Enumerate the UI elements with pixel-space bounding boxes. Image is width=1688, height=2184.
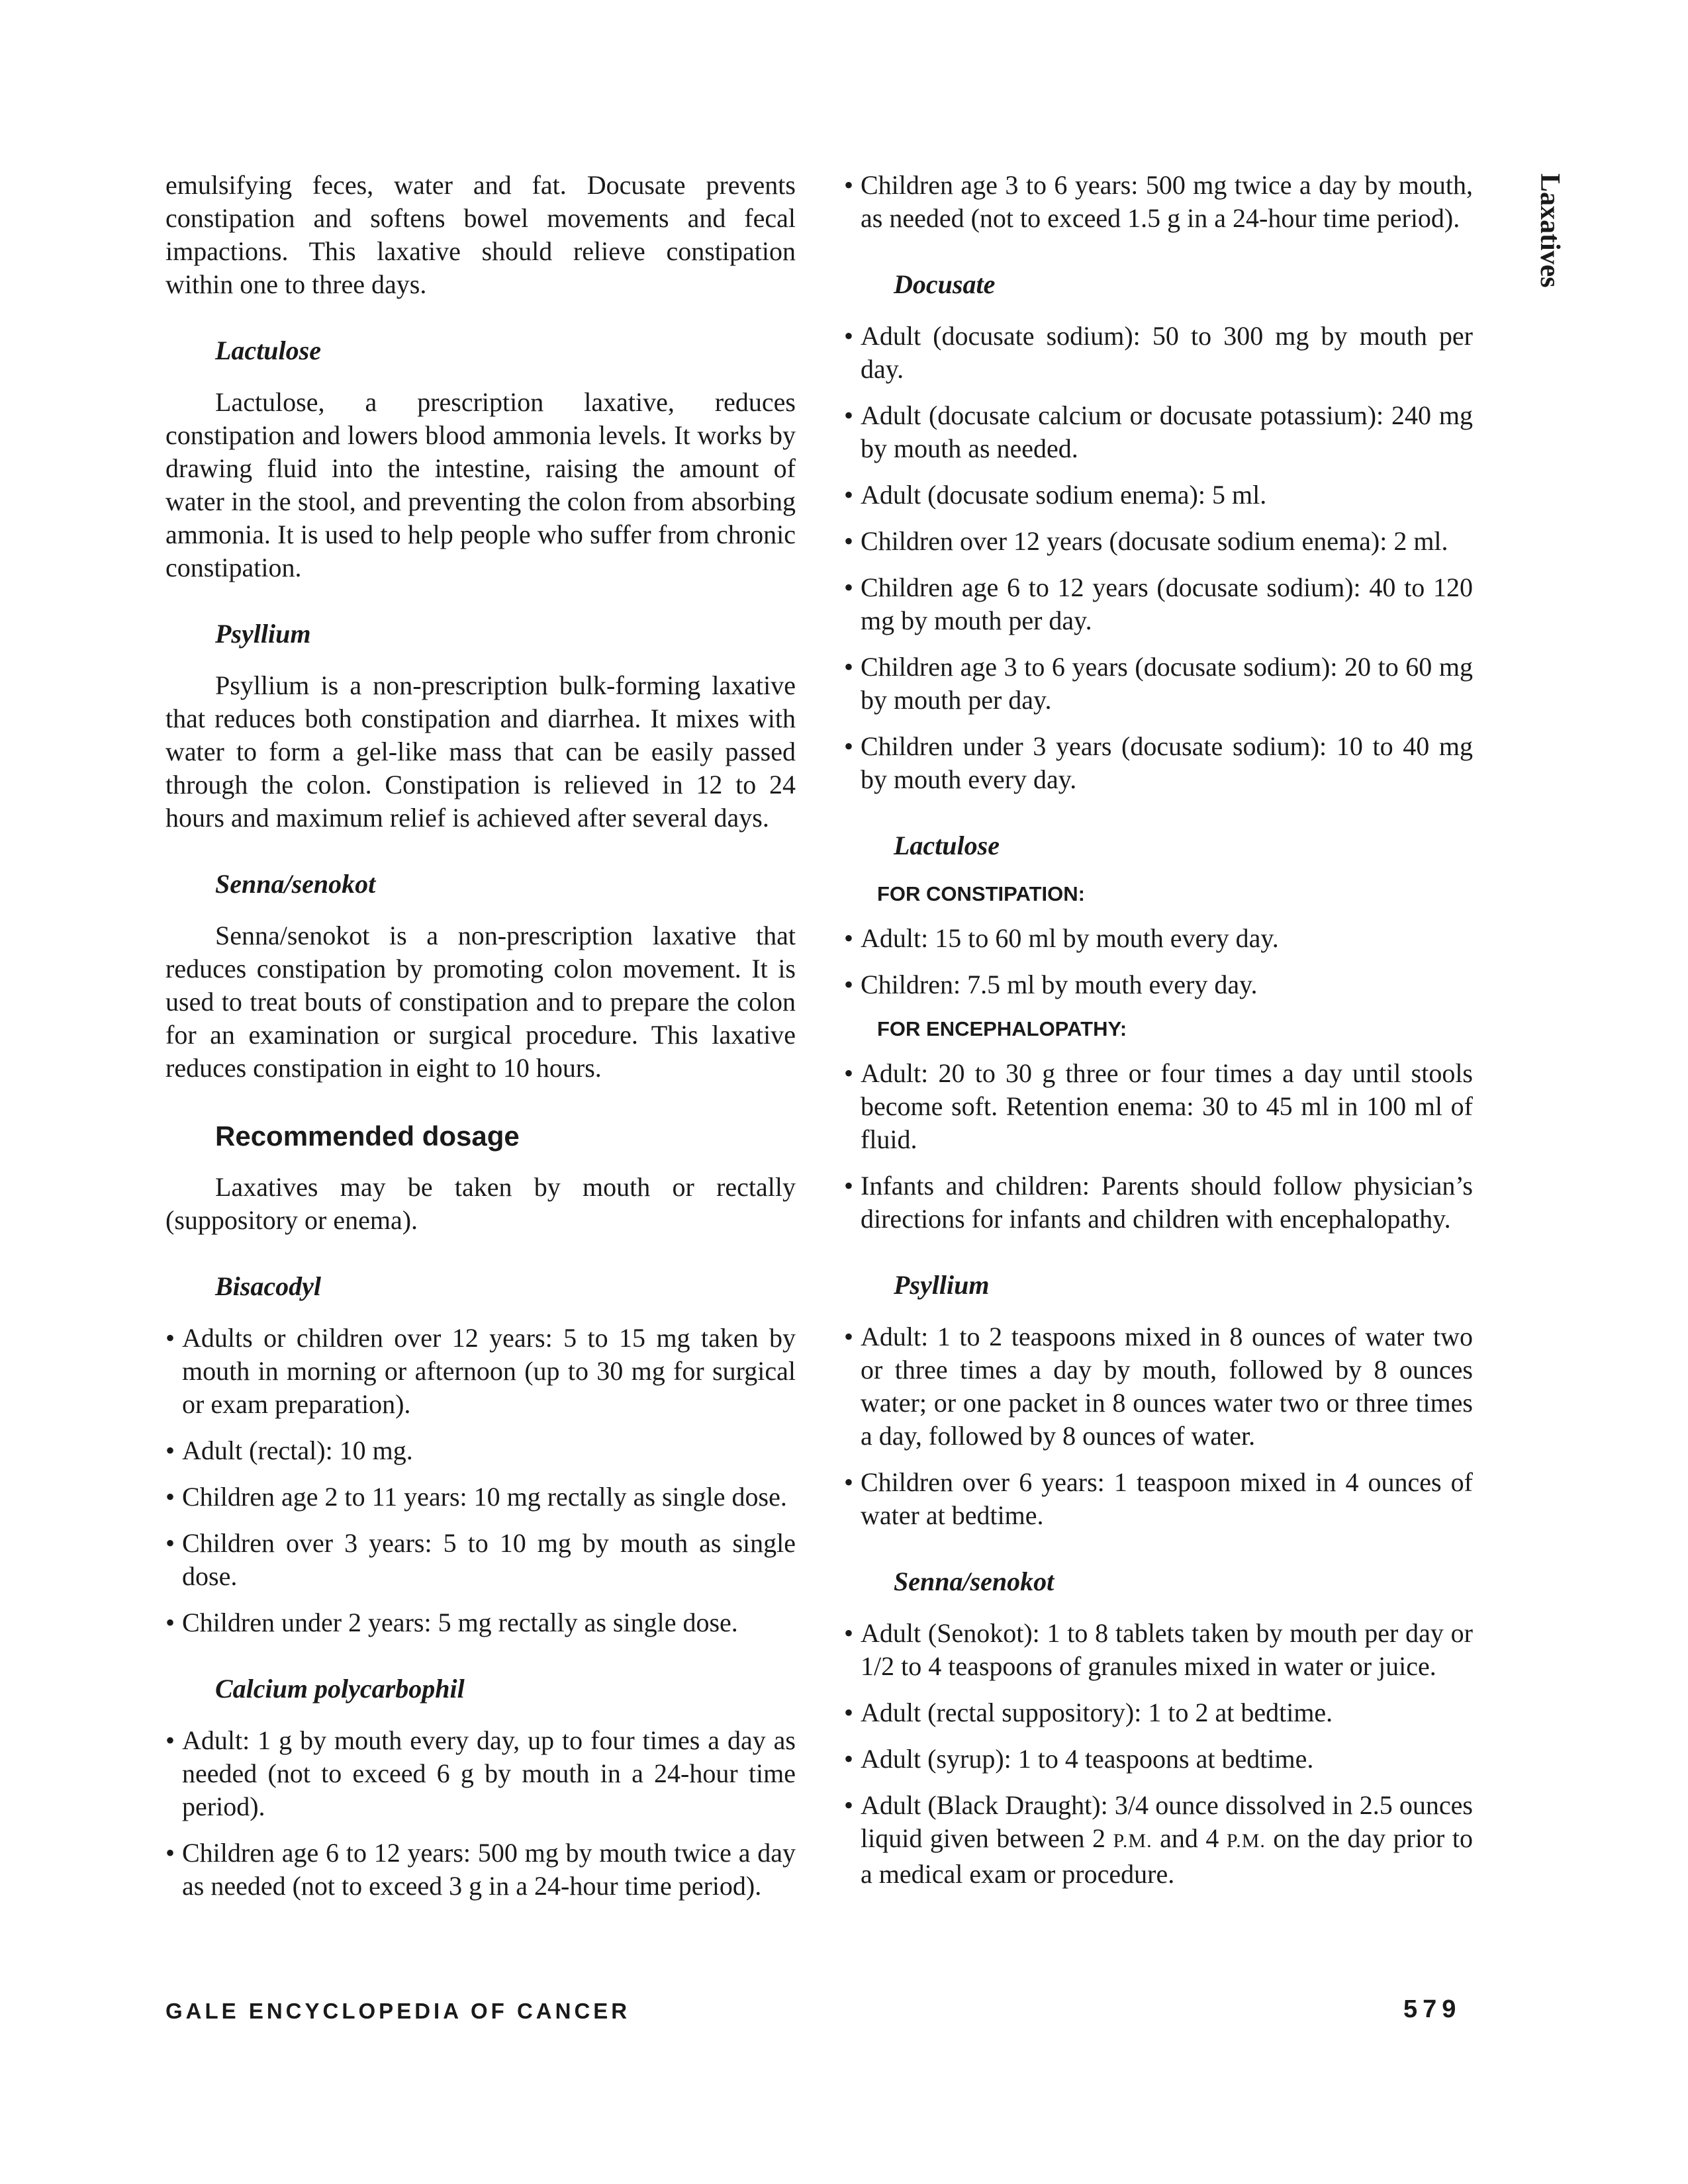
list-item: • Infants and children: Parents should follow physician’s directions for infants and children with encephalopathy. [844, 1169, 1473, 1236]
lactulose-heading: Lactulose [215, 336, 321, 365]
calcium-polycarbophil-list-continued [844, 169, 1473, 235]
lactulose-dosage-heading: Lactulose [894, 831, 1000, 860]
lactulose-constipation-list [844, 922, 1473, 1001]
right-column [844, 169, 1473, 1924]
list-item: • Children under 3 years (docusate sodium): 10 to 40 mg by mouth every day. [844, 730, 1473, 796]
black-draught-text-3: on the day prior to a medical exam or procedure. [861, 1823, 1473, 1889]
senna-paragraph: Senna/senokot is a non-prescription laxative that reduces constipation by promoting colon movement. It is used to treat bouts of constipation and to prepare the colon for an examination or surgical procedure. This laxative reduces constipation in eight to 10 hours. [165, 921, 796, 1083]
list-item: • Children age 3 to 6 years: 500 mg twice a day by mouth, as needed (not to exceed 1.5 g in a 24-hour time period). [844, 169, 1473, 235]
list-item: • Adult: 15 to 60 ml by mouth every day. [844, 922, 1473, 955]
list-item: • Children over 12 years (docusate sodium enema): 2 ml. [844, 525, 1473, 558]
page-number: 579 [1403, 1995, 1462, 2023]
psyllium-list [844, 1320, 1473, 1532]
bisacodyl-heading: Bisacodyl [215, 1271, 321, 1301]
list-item [844, 1789, 1473, 1891]
time-pm-1: P.M. [1113, 1830, 1152, 1852]
list-item: • Children age 3 to 6 years (docusate sodium): 20 to 60 mg by mouth per day. [844, 651, 1473, 717]
list-item: • Children over 3 years: 5 to 10 mg by mouth as single dose. [165, 1527, 796, 1593]
list-item: • Children age 6 to 12 years: 500 mg by mouth twice a day as needed (not to exceed 3 g in a 24-hour time period). [165, 1837, 796, 1903]
list-item: • Adults or children over 12 years: 5 to 15 mg taken by mouth in morning or afternoon (up to 30 mg for surgical or exam preparation). [165, 1322, 796, 1421]
list-item: • Adult (docusate sodium): 50 to 300 mg by mouth per day. [844, 320, 1473, 386]
senna-list [844, 1617, 1473, 1891]
section-tab: Laxatives [1534, 173, 1565, 288]
senna-heading: Senna/senokot [215, 869, 376, 899]
for-encephalopathy-label: FOR ENCEPHALOPATHY: [877, 1017, 1127, 1040]
list-item: • Adult (Senokot): 1 to 8 tablets taken by mouth per day or 1/2 to 4 teaspoons of granules mixed in water or juice. [844, 1617, 1473, 1683]
lactulose-paragraph: Lactulose, a prescription laxative, reduces constipation and lowers blood ammonia levels. It works by drawing fluid into the intestine, raising the amount of water in the stool, and preventing the colon from absorbing ammonia. It is used to help people who suffer from chronic constipation. [165, 387, 796, 582]
list-item: • Children: 7.5 ml by mouth every day. [844, 968, 1473, 1001]
calcium-polycarbophil-heading: Calcium polycarbophil [215, 1674, 465, 1704]
psyllium-dosage-heading: Psyllium [894, 1270, 990, 1300]
list-item: • Adult (rectal suppository): 1 to 2 at bedtime. [844, 1696, 1473, 1729]
list-item: • Adult: 1 g by mouth every day, up to four times a day as needed (not to exceed 6 g by mouth in a 24-hour time period). [165, 1724, 796, 1823]
list-item: • Children age 6 to 12 years (docusate sodium): 40 to 120 mg by mouth per day. [844, 571, 1473, 637]
list-item: • Adult (rectal): 10 mg. [165, 1434, 796, 1467]
list-item: • Adult (docusate sodium enema): 5 ml. [844, 478, 1473, 512]
bisacodyl-list [165, 1322, 796, 1639]
left-column [165, 169, 796, 1936]
list-item: • Adult (docusate calcium or docusate potassium): 240 mg by mouth as needed. [844, 399, 1473, 465]
lactulose-encephalopathy-list [844, 1057, 1473, 1236]
footer-publication-title: GALE ENCYCLOPEDIA OF CANCER [165, 1999, 631, 2023]
psyllium-paragraph: Psyllium is a non-prescription bulk-forming laxative that reduces both constipation and diarrhea. It mixes with water to form a gel-like mass that can be easily passed through the colon. Constipation is relieved in 12 to 24 hours and maximum relief is achieved after several days. [165, 670, 796, 833]
list-item: • Children age 2 to 11 years: 10 mg rectally as single dose. [165, 1480, 796, 1514]
list-item: • Adult: 20 to 30 g three or four times a day until stools become soft. Retention enema: 30 to 45 ml in 100 ml of fluid. [844, 1057, 1473, 1156]
recommended-dosage-heading: Recommended dosage [215, 1120, 520, 1152]
docusate-list [844, 320, 1473, 796]
docusate-heading: Docusate [894, 269, 996, 299]
time-pm-2: P.M. [1226, 1830, 1266, 1852]
list-item: • Adult (syrup): 1 to 4 teaspoons at bedtime. [844, 1743, 1473, 1776]
psyllium-heading: Psyllium [215, 619, 311, 649]
list-item: • Children over 6 years: 1 teaspoon mixed in 4 ounces of water at bedtime. [844, 1466, 1473, 1532]
black-draught-text-1: Adult (Black Draught): 3/4 ounce dissolved in 2.5 ounces liquid given between 2 [861, 1790, 1473, 1853]
intro-paragraph: emulsifying feces, water and fat. Docusate prevents constipation and softens bowel movements and fecal impactions. This laxative should relieve constipation within one to three days. [165, 170, 796, 299]
calcium-polycarbophil-list [165, 1724, 796, 1903]
list-item: • Adult: 1 to 2 teaspoons mixed in 8 ounces of water two or three times a day by mouth, followed by 8 ounces water; or one packet in 8 ounces water two or three times a day, followed by 8 ounces of water. [844, 1320, 1473, 1453]
black-draught-text-2: and 4 [1152, 1823, 1227, 1853]
senna-dosage-heading: Senna/senokot [894, 1567, 1055, 1596]
dosage-paragraph: Laxatives may be taken by mouth or rectally (suppository or enema). [165, 1172, 796, 1235]
list-item: • Children under 2 years: 5 mg rectally as single dose. [165, 1606, 796, 1639]
for-constipation-label: FOR CONSTIPATION: [877, 882, 1085, 905]
